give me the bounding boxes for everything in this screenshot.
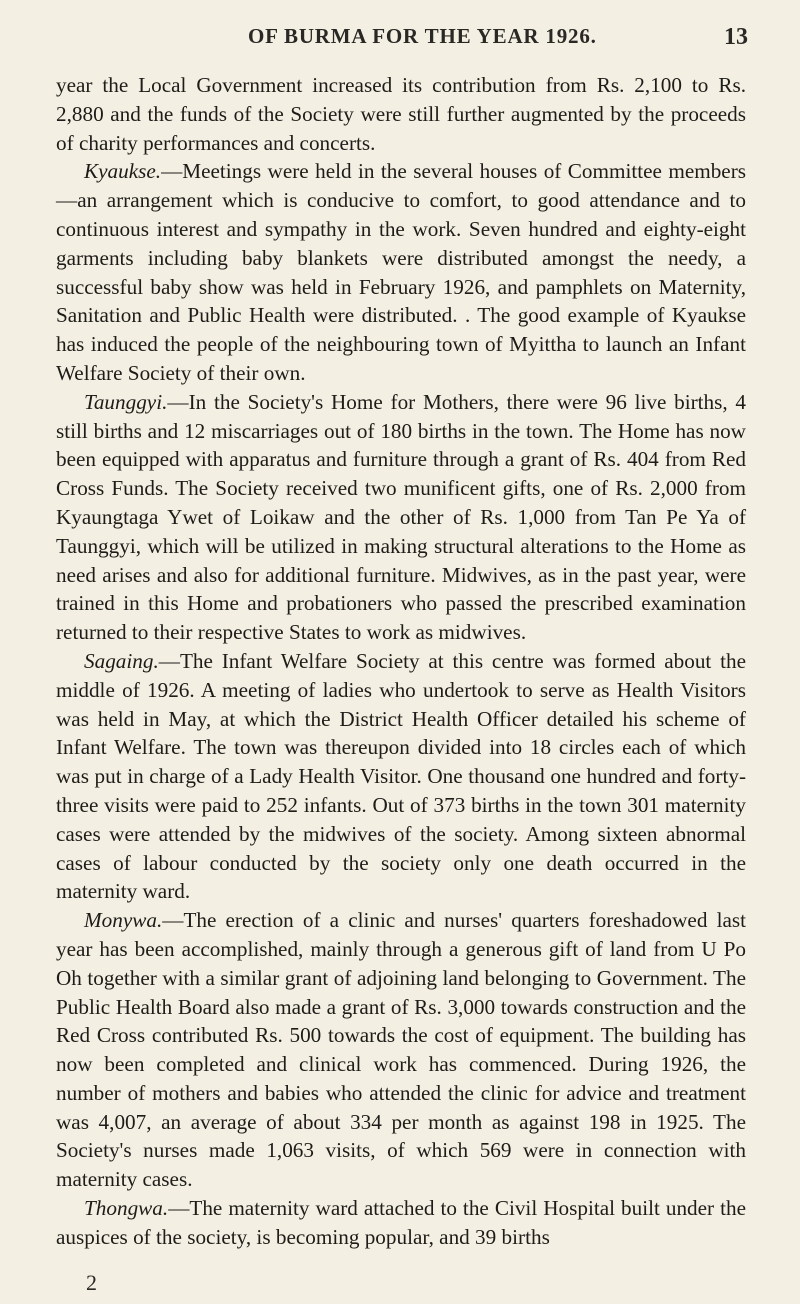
paragraph-text: —The maternity ward attached to the Civil Hospital built under the auspices of the society, is becoming popular, and 39 births (56, 1196, 746, 1249)
body-text (56, 71, 746, 1252)
paragraph-kyaukse (56, 157, 746, 387)
paragraph-thongwa (56, 1194, 746, 1252)
place-heading-taunggyi: Taunggyi. (84, 389, 168, 414)
paragraph-sagaing (56, 647, 746, 906)
paragraph-text: —Meetings were held in the several houses of Committee members—an arrangement which is conducive to comfort, to good attendance and to continuous interest and sympathy in the work. Seven hundred and eighty-eight garments including baby blankets were distributed amongst the needy, a successful baby show was held in February 1926, and pamphlets on Maternity, Sanitation and Public Health were distributed. . The good example of Kyaukse has induced the people of the neighbouring town of Myittha to launch an Infant Welfare Society of their own. (56, 159, 746, 385)
place-heading-monywa: Monywa. (84, 908, 163, 933)
place-heading-sagaing: Sagaing. (84, 648, 159, 673)
running-title: OF BURMA FOR THE YEAR 1926. (248, 24, 597, 48)
paragraph-text: —The Infant Welfare Society at this centre was formed about the middle of 1926. A meeting of ladies who undertook to serve as Health Visitors was held in May, at which the District Health Officer detailed his scheme of Infant Welfare. The town was thereupon divided into 18 circles each of which was put in charge of a Lady Health Visitor. One thousand one hundred and forty-three visits were paid to 252 infants. Out of 373 births in the town 301 maternity cases were attended by the midwives of the society. Among sixteen abnormal cases of labour conducted by the society only one death occurred in the maternity ward. (56, 648, 746, 904)
place-heading-thongwa: Thongwa. (84, 1196, 169, 1221)
paragraph-text: —In the Society's Home for Mothers, there were 96 live births, 4 still births and 12 miscarriages out of 180 births in the town. The Home has now been equipped with apparatus and furniture through a grant of Rs. 404 from Red Cross Funds. The Society received two munificent gifts, one of Rs. 2,000 from Kyaungtaga Ywet of Loikaw and the other of Rs. 1,000 from Tan Pe Ya of Taunggyi, which will be utilized in making structural alterations to the Home as need arises and also for additional furniture. Midwives, as in the past year, were trained in this Home and probationers who passed the prescribed examination returned to their respective States to work as midwives. (56, 389, 746, 645)
signature-mark: 2 (86, 1270, 97, 1295)
paragraph-continuation (56, 71, 746, 157)
place-heading-kyaukse: Kyaukse. (84, 159, 162, 184)
paragraph-text: —The erection of a clinic and nurses' quarters foreshadowed last year has been accomplished, mainly through a generous gift of land from U Po Oh together with a similar grant of adjoining land belonging to Government. The Public Health Board also made a grant of Rs. 3,000 towards construction and the Red Cross contributed Rs. 500 towards the cost of equipment. The building has now been completed and clinical work has commenced. During 1926, the number of mothers and babies who attended the clinic for advice and treatment was 4,007, an average of about 334 per month as against 198 in 1925. The Society's nurses made 1,063 visits, of which 569 were in connection with maternity cases. (56, 908, 746, 1192)
page-number: 13 (724, 24, 748, 50)
paragraph-monywa (56, 906, 746, 1194)
paragraph-text: year the Local Government increased its contribution from Rs. 2,100 to Rs. 2,880 and the funds of the Society were still further augmented by the proceeds of charity performances and concerts. (56, 73, 746, 155)
paragraph-taunggyi (56, 388, 746, 647)
running-head (0, 20, 800, 52)
